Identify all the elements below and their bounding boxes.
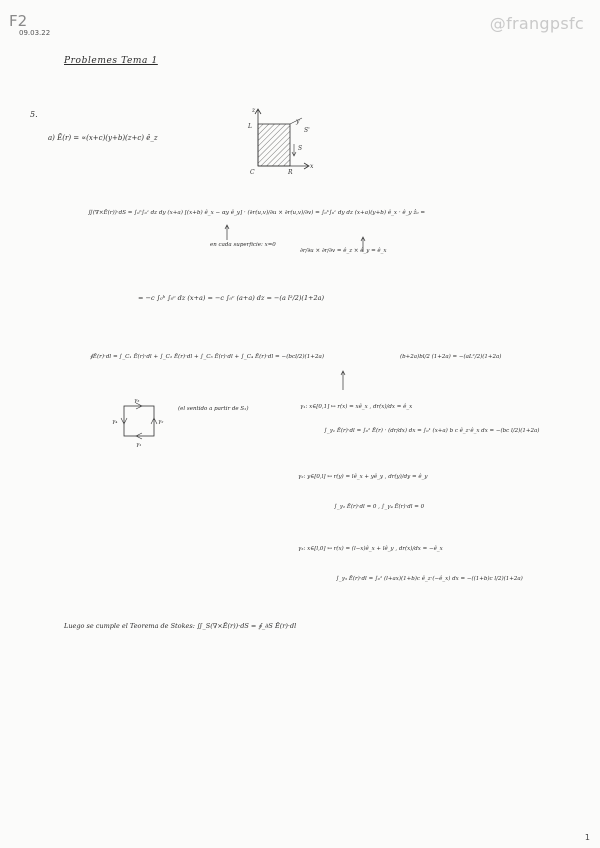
- curve2-parametrization: γ₂: y∈[0,l] ↦ r(y) = lê_x + yê_y , dr(y)/dy = ê_y: [298, 474, 428, 480]
- fig1-label-z: z: [252, 107, 256, 114]
- equation-line-extra: (b+2a)bl/2 (1+2a) = −(aL²/2)(1+2a): [400, 354, 502, 360]
- curve1-parametrization: γ₁: x∈[0,1] ↦ r(x) = xê_x , dr(x)/dx = ê_x: [300, 404, 413, 410]
- fig1-label-R: R: [288, 169, 293, 176]
- fig1-label-C: C: [250, 169, 255, 176]
- equation-result-1: = −c ∫₀ᵇ ∫₀ᶜ dz (x+a) = −c ∫₀ᶜ (a+a) dz = −(a l²/2)(1+2a): [138, 294, 325, 302]
- curve2-integral: ∫_γ₂ Ē(r)·dl = 0 , ∫_γ₄ Ē(r)·dl = 0: [334, 504, 425, 510]
- curve3-integral: ∫_γ₃ Ē(r)·dl = ∫₀¹ (l+ax)(1+b)c ê_z·(−ê_x) dx = −((1+b)c l/2)(1+2a): [336, 576, 523, 582]
- curve1-integral: ∫_γ₁ Ē(r)·dl = ∫₀¹ Ē(r) · (dr/dx) dx = ∫₀¹ (x+a) b c ê_z·ê_x dx = −(bc l/2)(1+2a): [324, 428, 540, 434]
- equation-surface-integral: ∬(∇×Ē(r))·dS = ∫₀ᵇ∫₀ᶜ dz dy (x+a) [(x+b) ê_x − αy ê_y] · (∂r(u,v)/∂u × ∂r(u,v)/∂v) = ∫₀ᵇ∫₀ᶜ dy dz (x+a)(y+b) ê_x · ê_y ẑ₀ =: [88, 210, 426, 216]
- equation-cross-product: ∂r/∂u × ∂r/∂v = ê_z × ê_y = ê_x: [300, 248, 387, 254]
- fig1-label-S-prime: S': [304, 127, 310, 134]
- fig2-label-gamma3: γ₃: [134, 398, 140, 404]
- fig1-label-S: S: [298, 145, 303, 152]
- fig2-label-gamma2: γ₂: [158, 419, 164, 425]
- page-number: 1: [584, 833, 590, 842]
- figure-curve-square: [110, 396, 170, 448]
- fig2-label-gamma1: γ₁: [136, 442, 142, 448]
- conclusion: Luego se cumple el Teorema de Stokes: ∬_S(∇×Ē(r))·dS = ∮_∂S Ē(r)·dl: [64, 622, 297, 630]
- fig1-label-y: y: [296, 118, 300, 125]
- fig1-label-x: x: [310, 163, 314, 170]
- problem-number: 5.: [30, 110, 38, 119]
- watermark: @frangpsfc: [489, 14, 584, 33]
- fig2-label-gamma4: γ₄: [112, 419, 118, 425]
- note-axis: en cada superficie: x=0: [210, 242, 276, 248]
- figure-region-sketch: [232, 104, 322, 176]
- pointer-arrow: [222, 224, 232, 240]
- page-title: Problemes Tema 1: [64, 56, 158, 66]
- pointer-arrow-3: [338, 370, 348, 390]
- fig1-label-L: L: [248, 123, 252, 130]
- curve3-parametrization: γ₃: x∈[l,0] ↦ r(x) = (l−x)ê_x + lê_y , dr(x)/dx = −ê_x: [298, 546, 443, 552]
- note-orientation: (el sentido a partir de S₁): [178, 406, 249, 412]
- date: 09.03.22: [19, 29, 51, 37]
- equation-field: a) Ē(r) = ∝(x+c)(y+b)(z+c) ê_z: [48, 134, 158, 142]
- equation-line-integral: ∮Ē(r)·dl = ∫_C₁ Ē(r)·dl + ∫_C₂ Ē(r)·dl + ∫_C₃ Ē(r)·dl + ∫_C₄ Ē(r)·dl = −(bcl/2)(1+2a): [90, 354, 325, 360]
- corner-label: F2: [9, 12, 28, 30]
